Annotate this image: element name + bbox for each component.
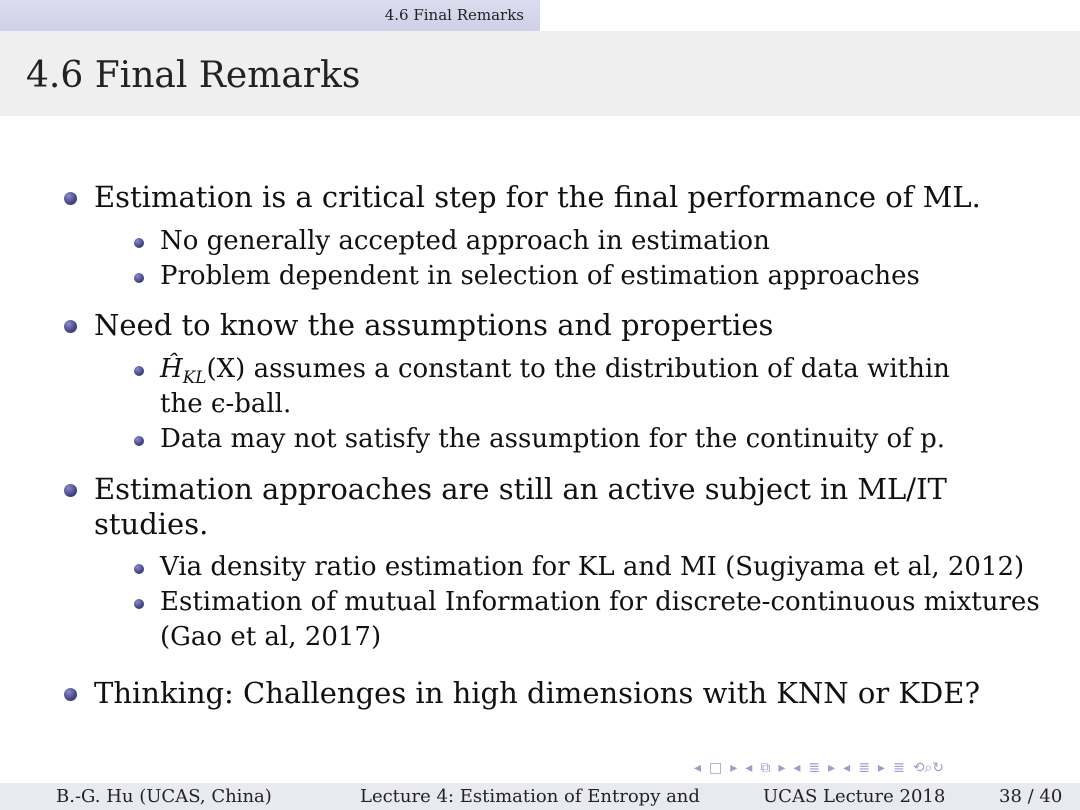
sub-bullet-text-cont: the ϵ-ball.: [160, 389, 292, 419]
sub-bullet-text: Via density ratio estimation for KL and MI (Sugiyama et al, 2012): [160, 552, 1025, 582]
bullet-text: Estimation approaches are still an active subject in ML/IT: [94, 472, 947, 506]
navigation-symbols: [694, 758, 1069, 778]
math-subscript: KL: [182, 366, 207, 387]
sub-bullet-text: Problem dependent in selection of estimation approaches: [160, 261, 920, 291]
frame-box-icon[interactable]: □: [709, 760, 723, 776]
frame-title: 4.6 Final Remarks: [26, 55, 361, 96]
math-argument: (X): [206, 354, 246, 384]
sub-bullet-text-rest: assumes a constant to the distribution of data within: [245, 354, 950, 384]
header-section-label: 4.6 Final Remarks: [384, 6, 524, 24]
bullet-text: Thinking: Challenges in high dimensions with KNN or KDE?: [94, 676, 981, 710]
section-icon[interactable]: ≣: [858, 760, 870, 776]
list-icon[interactable]: ≣: [892, 760, 905, 776]
footer-author: B.-G. Hu (UCAS, China): [56, 786, 272, 807]
search-icon[interactable]: ⟲⌕↻: [912, 760, 944, 776]
bullet-text: Estimation is a critical step for the final performance of ML.: [94, 180, 981, 214]
subsection-icon[interactable]: ⧉: [760, 760, 771, 776]
bullet-text-cont: studies.: [94, 507, 209, 541]
footer-course: UCAS Lecture 2018: [763, 786, 946, 807]
sub-bullet-text: Estimation of mutual Information for discrete-continuous mixtures: [160, 587, 1040, 617]
footer-page-number: 38 / 40: [999, 786, 1063, 807]
sub-bullet-icon: [134, 564, 144, 574]
footer-lecture: Lecture 4: Estimation of Entropy and: [360, 786, 700, 807]
footer-bar: [0, 783, 1080, 810]
bullet-text: Need to know the assumptions and properties: [94, 308, 774, 342]
right-arrow-icon[interactable]: ▸: [730, 760, 738, 776]
sub-bullet-icon: [134, 238, 144, 248]
left-arrow-icon[interactable]: ◂: [793, 760, 801, 776]
sub-bullet-icon: [134, 366, 144, 376]
header-section-link[interactable]: [0, 0, 540, 31]
right-arrow-icon[interactable]: ▸: [828, 760, 836, 776]
sub-bullet-icon: [134, 273, 144, 283]
bullet-icon: [64, 688, 77, 701]
sub-bullet-text: Data may not satisfy the assumption for the continuity of p.: [160, 424, 946, 454]
left-arrow-icon[interactable]: ◂: [694, 760, 702, 776]
left-arrow-icon[interactable]: ◂: [843, 760, 851, 776]
sub-bullet-text: No generally accepted approach in estimation: [160, 226, 770, 256]
sub-bullet-icon: [134, 599, 144, 609]
header-bar: [0, 0, 1080, 31]
math-h-hat: Ĥ: [160, 354, 183, 384]
left-arrow-icon[interactable]: ◂: [745, 760, 753, 776]
bullet-icon: [64, 484, 77, 497]
sub-bullet-text-cont: (Gao et al, 2017): [160, 622, 382, 652]
section-icon[interactable]: ≣: [808, 760, 821, 776]
sub-bullet-icon: [134, 436, 144, 446]
frame-title-bar: [0, 31, 1080, 116]
right-arrow-icon[interactable]: ▸: [877, 760, 885, 776]
right-arrow-icon[interactable]: ▸: [778, 760, 786, 776]
bullet-icon: [64, 192, 77, 205]
bullet-icon: [64, 320, 77, 333]
